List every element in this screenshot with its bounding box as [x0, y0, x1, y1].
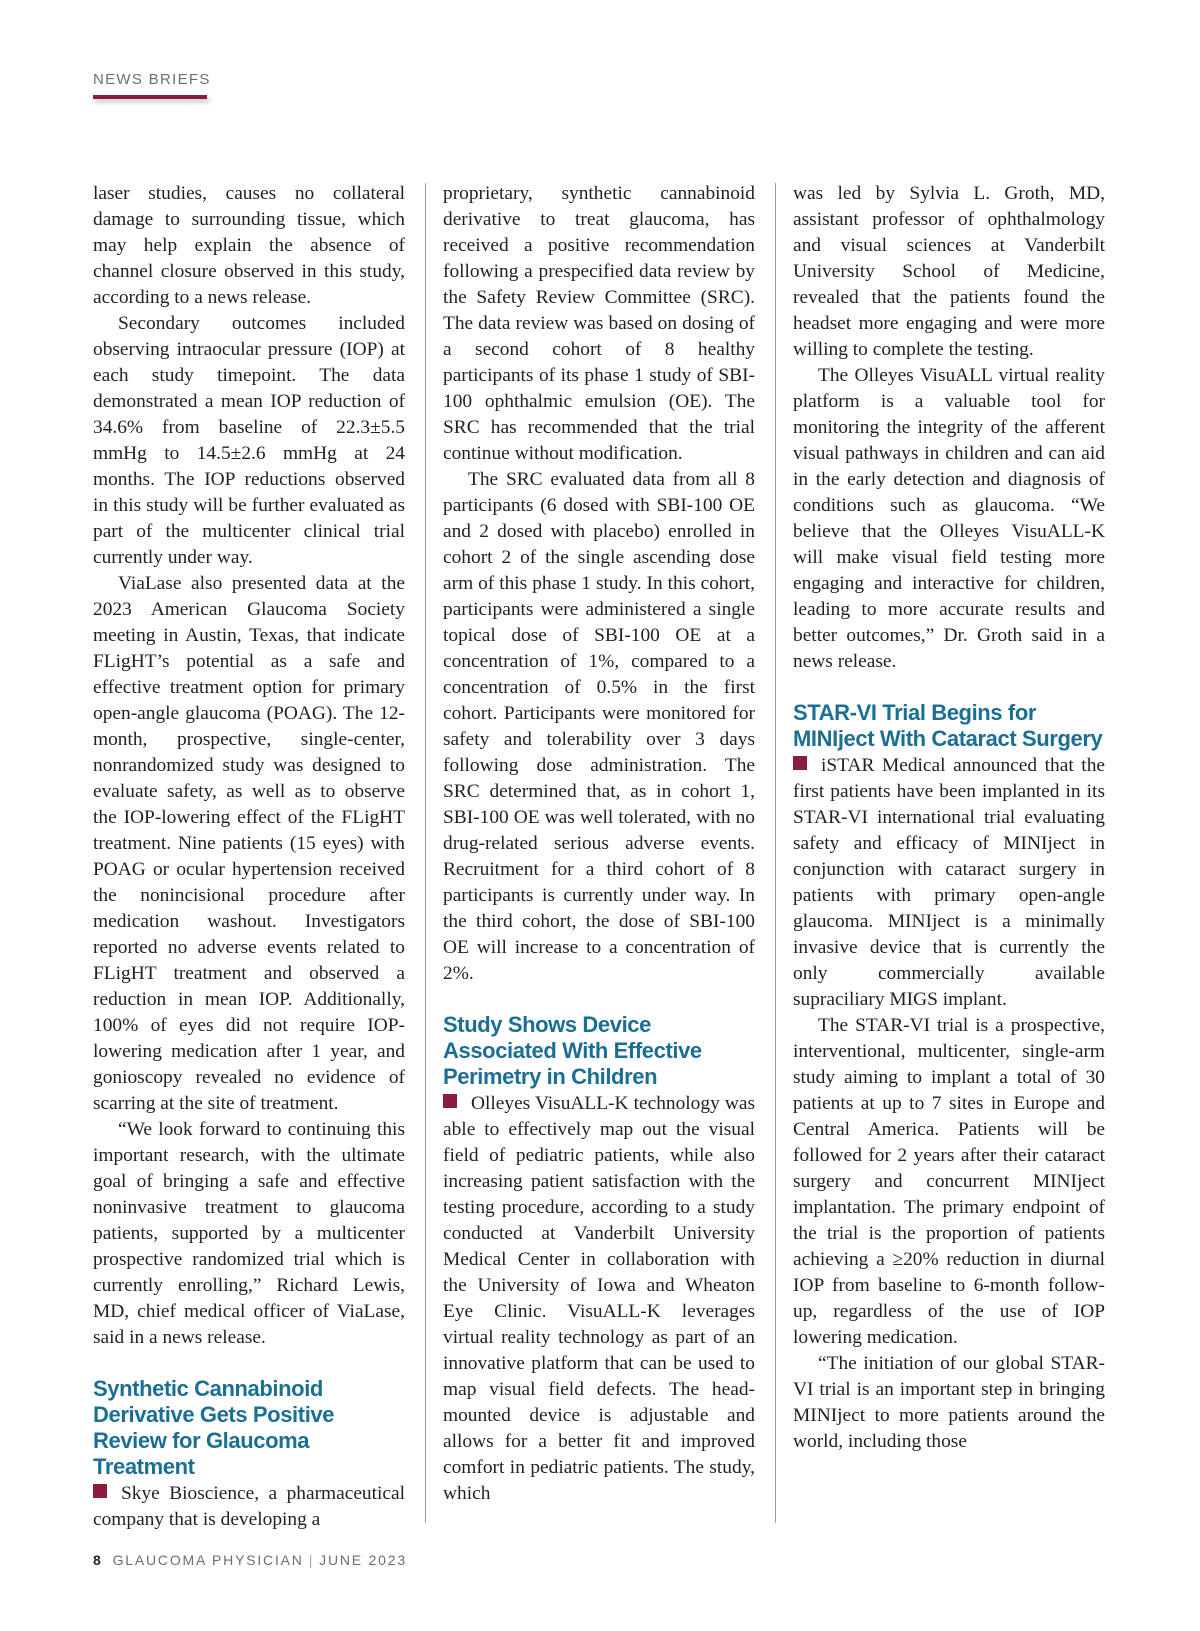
footer-separator: | [308, 1552, 315, 1568]
article-heading: STAR-VI Trial Begins for MINIject With Cataract Surgery [793, 700, 1103, 751]
article-column-3 [793, 181, 1105, 1455]
article-column-1 [93, 181, 405, 1533]
body-paragraph [793, 753, 1105, 1013]
body-paragraph: laser studies, causes no collateral damage to surrounding tissue, which may help explain the absence of channel closure observed in this study, according to a news release. [93, 183, 405, 308]
body-paragraph: “We look forward to continuing this important research, with the ultimate goal of bringing a safe and effective noninvasive treatment to glaucoma patients, supported by a multicenter prospective randomized trial which is currently enrolling,” Richard Lewis, MD, chief medical officer of ViaLase, said in a news release. [93, 1119, 405, 1348]
issue-date: JUNE 2023 [319, 1552, 407, 1568]
lead-text: Olleyes VisuALL-K technology was able to effectively map out the visual field of pediatric patients, while also increasing patient satisfaction with the testing procedure, according to a study conducted at Vanderbilt University Medical Center in collaboration with the University of Iowa and Wheaton Eye Clinic. VisuALL-K leverages virtual reality technology as part of an innovative platform that can be used to map visual field defects. The head-mounted device is adjustable and allows for a better fit and improved comfort in pediatric patients. The study, which [443, 1093, 755, 1504]
body-paragraph: The SRC evaluated data from all 8 participants (6 dosed with SBI-100 OE and 2 dosed with placebo) enrolled in cohort 2 of the single ascending dose arm of this phase 1 study. In this cohort, participants were administered a single topical dose of SBI-100 OE at a concentration of 1%, compared to a concentration of 0.5% in the first cohort. Participants were monitored for safety and tolerability over 3 days following dose administration. The SRC determined that, as in cohort 1, SBI-100 OE was well tolerated, with no drug-related serious adverse events. Recruitment for a third cohort of 8 participants is currently under way. In the third cohort, the dose of SBI-100 OE will increase to a concentration of 2%. [443, 469, 755, 984]
body-paragraph [93, 1481, 405, 1533]
page-number: 8 [93, 1552, 103, 1568]
body-paragraph: proprietary, synthetic cannabinoid derivative to treat glaucoma, has received a positive recommendation following a prespecified data review by the Safety Review Committee (SRC). The data review was based on dosing of a second cohort of 8 healthy participants of its phase 1 study of SBI-100 ophthalmic emulsion (OE). The SRC has recommended that the trial continue without modification. [443, 183, 755, 464]
section-label: NEWS BRIEFS [93, 71, 211, 88]
body-paragraph: The Olleyes VisuALL virtual reality platform is a valuable tool for monitoring the integrity of the afferent visual pathways in children and can aid in the early detection and diagnosis of conditions such as glaucoma. “We believe that the Olleyes VisuALL-K will make visual field testing more engaging and interactive for children, leading to more accurate results and better outcomes,” Dr. Groth said in a news release. [793, 365, 1105, 672]
body-paragraph: Secondary outcomes included observing intraocular pressure (IOP) at each study timepoint. The data demonstrated a mean IOP reduction of 34.6% from baseline of 22.3±5.5 mmHg to 14.5±2.6 mmHg at 24 months. The IOP reductions observed in this study will be further evaluated as part of the multicenter clinical trial currently under way. [93, 313, 405, 568]
article-heading: Synthetic Cannabinoid Derivative Gets Positive Review for Glaucoma Treatment [93, 1376, 335, 1479]
column-divider [775, 183, 776, 1523]
square-bullet-icon [443, 1094, 457, 1108]
body-paragraph: “The initiation of our global STAR-VI trial is an important step in bringing MINIject to more patients around the world, including those [793, 1353, 1105, 1452]
body-paragraph: ViaLase also presented data at the 2023 American Glaucoma Society meeting in Austin, Texas, that indicate FLigHT’s potential as a safe and effective treatment option for primary open-angle glaucoma (POAG). The 12-month, prospective, single-center, nonrandomized study was designed to evaluate safety, as well as to observe the IOP-lowering effect of the FLigHT treatment. Nine patients (15 eyes) with POAG or ocular hypertension received the nonincisional procedure after medication washout. Investigators reported no adverse events related to FLigHT treatment and observed a reduction in mean IOP. Additionally, 100% of eyes did not require IOP-lowering medication after 1 year, and gonioscopy revealed no evidence of scarring at the site of treatment. [93, 573, 405, 1114]
page-footer [93, 1552, 407, 1568]
article-column-2 [443, 181, 755, 1507]
lead-text: Skye Bioscience, a pharmaceutical company that is developing a [93, 1483, 405, 1530]
body-paragraph [443, 1091, 755, 1507]
square-bullet-icon [93, 1484, 107, 1498]
lead-text: iSTAR Medical announced that the first patients have been implanted in its STAR-VI international trial evaluating safety and efficacy of MINIject in conjunction with cataract surgery in patients with primary open-angle glaucoma. MINIject is a minimally invasive device that is currently the only commercially available supraciliary MIGS implant. [793, 755, 1105, 1010]
body-paragraph: was led by Sylvia L. Groth, MD, assistant professor of ophthalmology and visual sciences at Vanderbilt University School of Medicine, revealed that the patients found the headset more engaging and were more willing to complete the testing. [793, 183, 1105, 360]
column-divider [425, 183, 426, 1523]
body-paragraph: The STAR-VI trial is a prospective, interventional, multicenter, single-arm study aiming to implant a total of 30 patients at up to 7 sites in Europe and Central America. Patients will be followed for 2 years after their cataract surgery and concurrent MINIject implantation. The primary endpoint of the trial is the proportion of patients achieving a ≥20% reduction in diurnal IOP from baseline to 6-month follow-up, regardless of the use of IOP lowering medication. [793, 1015, 1105, 1348]
section-accent-rule [93, 95, 207, 99]
publication-name: GLAUCOMA PHYSICIAN [112, 1552, 304, 1568]
square-bullet-icon [793, 756, 807, 770]
article-heading: Study Shows Device Associated With Effective Perimetry in Children [443, 1012, 702, 1089]
